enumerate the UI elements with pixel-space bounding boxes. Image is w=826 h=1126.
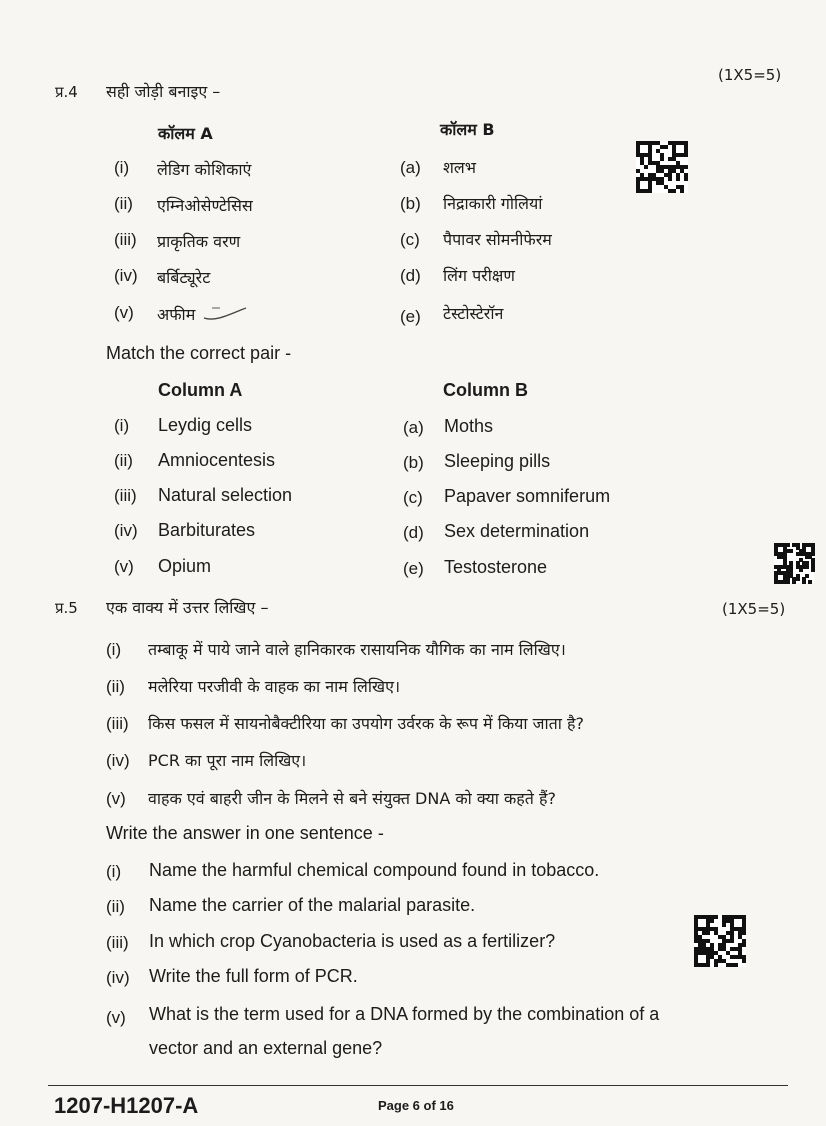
row-label: (ii) <box>114 194 133 213</box>
row-label: (iii) <box>114 486 137 505</box>
column-b-item: लिंग परीक्षण <box>443 266 515 285</box>
question-item: PCR का पूरा नाम लिखिए। <box>148 751 307 770</box>
question-title-english: Match the correct pair - <box>106 343 292 363</box>
question-item: What is the term used for a DNA formed by the combination of a <box>149 1004 660 1024</box>
row-label: (i) <box>114 158 130 177</box>
row-label: (v) <box>114 557 134 576</box>
row-label: (i) <box>114 416 130 435</box>
column-b-item: निद्राकारी गोलियां <box>443 194 543 213</box>
item-label: (i) <box>106 862 122 881</box>
item-label: (iv) <box>106 751 130 770</box>
item-label: (v) <box>106 789 126 808</box>
qr-module <box>742 959 746 963</box>
question-item: तम्बाकू में पाये जाने वाले हानिकारक रासायनिक यौगिक का नाम लिखिए। <box>148 640 566 659</box>
qr-module <box>808 580 812 584</box>
pen-mark <box>200 300 250 326</box>
column-a-item: लेडिग कोशिकाएं <box>157 160 252 179</box>
column-b-item: टेस्टोस्टेरॉन <box>443 304 504 323</box>
qr-module <box>644 165 648 169</box>
footer-divider <box>48 1085 788 1086</box>
qr-module <box>672 189 676 193</box>
qr-module <box>730 939 734 943</box>
paper-code: 1207-H1207-A <box>54 1093 199 1118</box>
column-a-heading-english: Column A <box>158 380 243 400</box>
question-item: Name the carrier of the malarial parasite. <box>149 895 476 915</box>
qr-module <box>680 189 684 193</box>
row-label: (d) <box>403 523 424 542</box>
row-label: (b) <box>400 194 421 213</box>
qr-module <box>792 580 796 584</box>
column-a-item: एम्निओसेण्टेसिस <box>157 196 253 215</box>
row-label: (e) <box>403 559 424 578</box>
qr-module <box>799 568 803 572</box>
column-a-item: Natural selection <box>158 485 293 505</box>
qr-module <box>706 963 710 967</box>
column-a-heading-hindi: कॉलम A <box>158 124 213 143</box>
column-a-item: Opium <box>158 556 212 576</box>
qr-module <box>802 580 806 584</box>
row-label: (ii) <box>114 451 133 470</box>
question-item: Write the full form of PCR. <box>149 966 358 986</box>
marks-label: (1X5=5) <box>718 66 782 84</box>
qr-module <box>742 931 746 935</box>
column-b-item: Sleeping pills <box>444 451 551 471</box>
row-label: (d) <box>400 266 421 285</box>
qr-code <box>774 543 814 583</box>
qr-module <box>676 177 680 181</box>
qr-module <box>714 963 718 967</box>
qr-module <box>684 153 688 157</box>
item-label: (iii) <box>106 714 129 733</box>
question-title-hindi: सही जोड़ी बनाइए – <box>106 82 221 101</box>
item-label: (v) <box>106 1008 126 1027</box>
qr-module <box>710 919 714 923</box>
row-label: (b) <box>403 453 424 472</box>
qr-module <box>648 189 652 193</box>
question-item: Name the harmful chemical compound found in tobacco. <box>149 860 600 880</box>
item-label: (i) <box>106 640 122 659</box>
qr-code <box>694 915 746 967</box>
row-label: (iii) <box>114 230 137 249</box>
item-label: (ii) <box>106 677 125 696</box>
qr-module <box>722 923 726 927</box>
qr-code <box>636 141 688 193</box>
row-label: (a) <box>400 158 421 177</box>
row-label: (c) <box>400 230 420 249</box>
qr-module <box>684 165 688 169</box>
column-b-item: Sex determination <box>444 521 590 541</box>
column-a-item: Amniocentesis <box>158 450 276 470</box>
row-label: (iv) <box>114 266 138 285</box>
qr-module <box>664 145 668 149</box>
column-b-item: शलभ <box>443 158 476 177</box>
column-a-item: Barbiturates <box>158 520 256 540</box>
item-label: (ii) <box>106 897 125 916</box>
column-a-item: प्राकृतिक वरण <box>157 232 241 251</box>
qr-module <box>786 580 790 584</box>
marks-label: (1X5=5) <box>722 600 786 618</box>
column-b-item: Testosterone <box>444 557 548 577</box>
question-item: वाहक एवं बाहरी जीन के मिलने से बने संयुक्त DNA को क्या कहते हैं? <box>148 789 556 808</box>
column-b-heading-english: Column B <box>443 380 528 400</box>
column-a-item: Leydig cells <box>158 415 253 435</box>
row-label: (e) <box>400 307 421 326</box>
question-number: प्र.5 <box>55 599 78 617</box>
page-number: Page 6 of 16 <box>378 1098 454 1113</box>
qr-module <box>706 931 710 935</box>
column-b-item: पैपावर सोमनीफेरम <box>443 230 552 249</box>
question-item: In which crop Cyanobacteria is used as a fertilizer? <box>149 931 556 951</box>
row-label: (a) <box>403 418 424 437</box>
qr-module <box>660 157 664 161</box>
question-number: प्र.4 <box>55 83 78 101</box>
qr-module <box>714 915 718 919</box>
qr-module <box>811 568 815 572</box>
question-item-continued: vector and an external gene? <box>149 1038 383 1058</box>
qr-module <box>805 565 809 569</box>
question-title-hindi: एक वाक्य में उत्तर लिखिए – <box>106 598 269 617</box>
row-label: (c) <box>403 488 423 507</box>
column-b-item: Papaver somniferum <box>444 486 611 506</box>
question-item: मलेरिया परजीवी के वाहक का नाम लिखिए। <box>148 677 401 696</box>
column-b-heading-hindi: कॉलम B <box>440 120 495 139</box>
qr-module <box>684 177 688 181</box>
item-label: (iv) <box>106 968 130 987</box>
qr-module <box>668 177 672 181</box>
item-label: (iii) <box>106 933 129 952</box>
qr-module <box>742 943 746 947</box>
question-title-english: Write the answer in one sentence - <box>106 823 384 843</box>
qr-module <box>789 549 793 553</box>
column-a-item: बर्बिट्यूरेट <box>157 268 211 287</box>
row-label: (iv) <box>114 521 138 540</box>
row-label: (v) <box>114 303 134 322</box>
column-a-item: अफीम <box>157 305 196 324</box>
question-item: किस फसल में सायनोबैक्टीरिया का उपयोग उर्वरक के रूप में किया जाता है? <box>148 714 585 733</box>
qr-module <box>734 963 738 967</box>
column-b-item: Moths <box>444 416 494 436</box>
